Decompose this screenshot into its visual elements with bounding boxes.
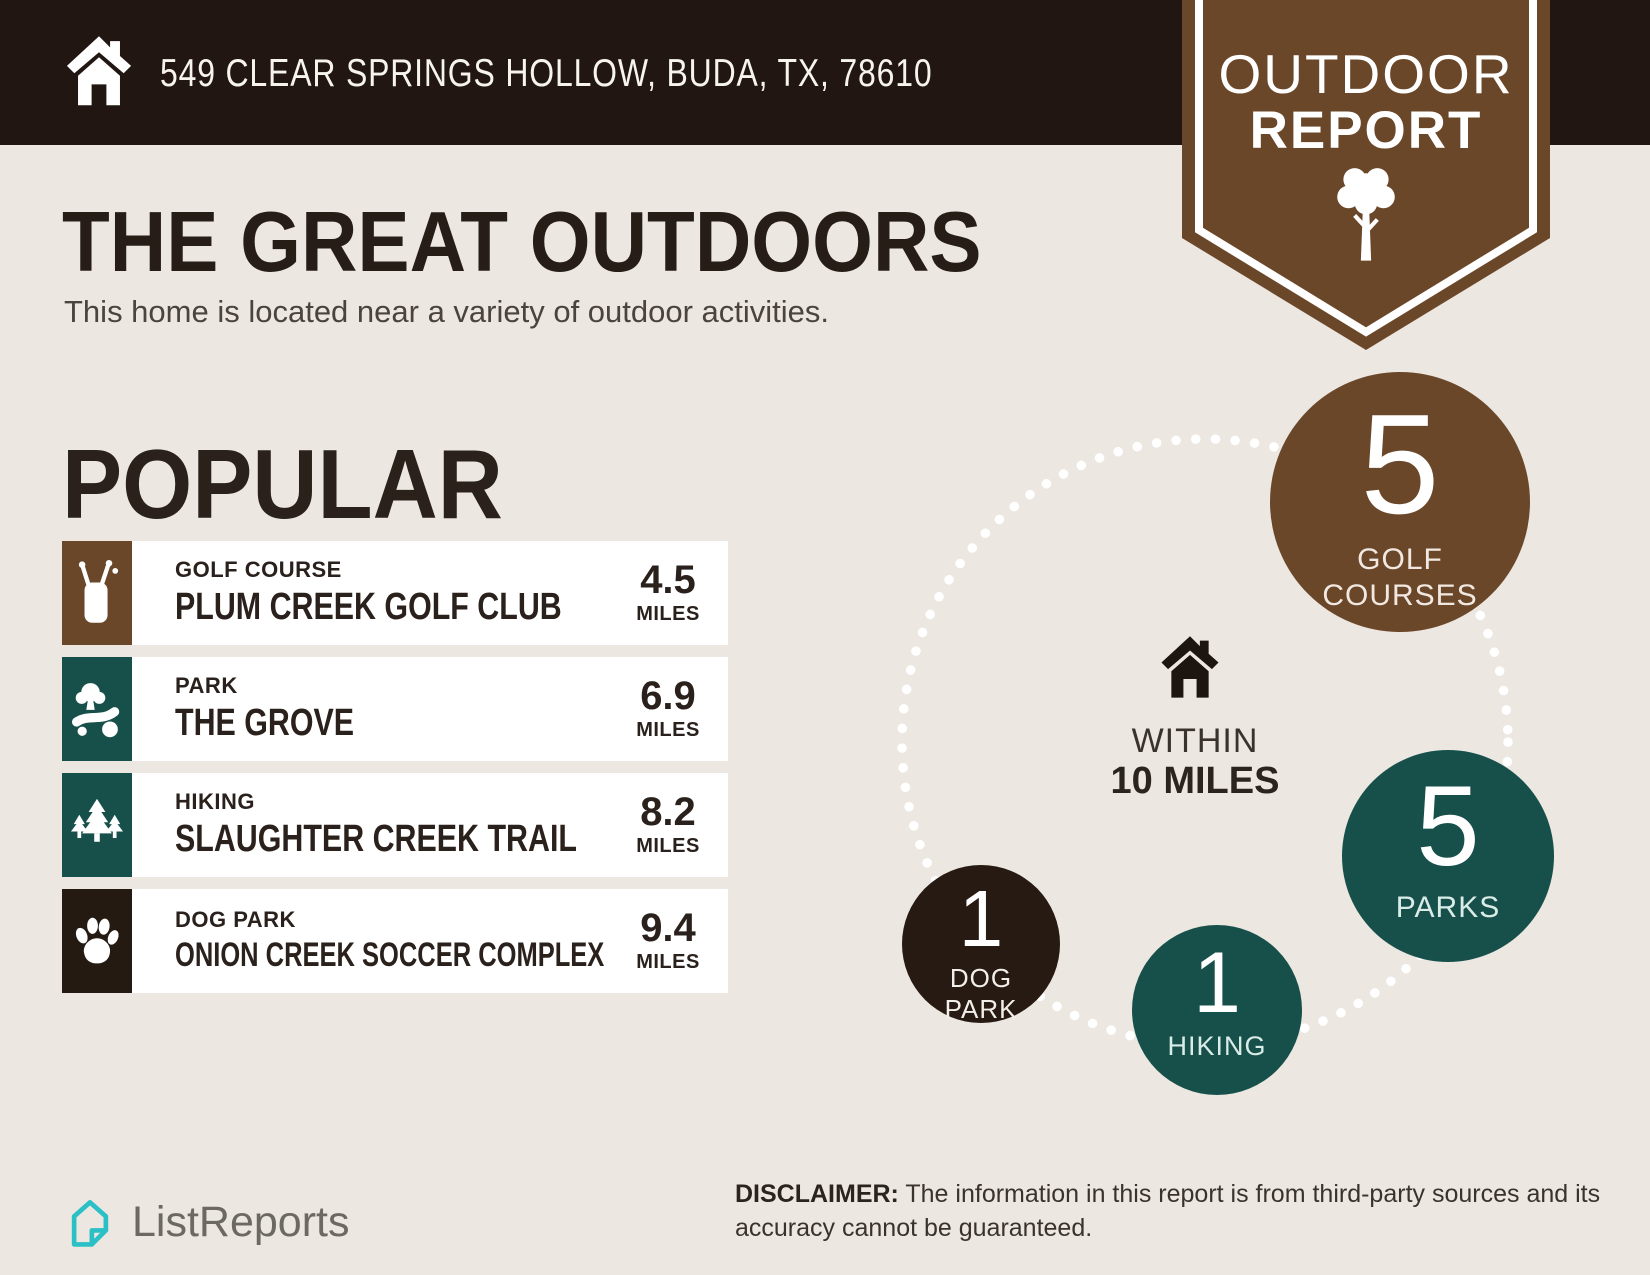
brand-name: ListReports (132, 1197, 350, 1246)
list-item-text (175, 557, 658, 629)
item-distance (622, 908, 714, 974)
bubble-parks (1342, 750, 1554, 962)
page-subtitle: This home is located near a variety of outdoor activities. (64, 294, 830, 329)
home-icon (1157, 634, 1223, 702)
distance-value: 4.5 (640, 558, 696, 602)
property-address: 549 CLEAR SPRINGS HOLLOW, BUDA, TX, 78610 (160, 52, 933, 95)
item-distance (622, 676, 714, 742)
list-item-park (62, 657, 728, 761)
dog-park-label (902, 963, 1060, 1025)
listreports-house-icon (62, 1194, 118, 1250)
item-name: SLAUGHTER CREEK TRAIL (175, 818, 577, 860)
item-name: PLUM CREEK GOLF CLUB (175, 586, 562, 628)
ribbon-title-line1: OUTDOOR (1218, 43, 1514, 105)
hiking-tile (62, 773, 132, 877)
dog-park-count: 1 (958, 874, 1004, 963)
bubble-dog-park (902, 865, 1060, 1023)
list-item-text (175, 673, 399, 745)
distance-unit: MILES (636, 719, 700, 741)
list-item-hiking (62, 773, 728, 877)
bubble-golf-courses (1270, 372, 1530, 632)
pine-trees-icon (70, 796, 124, 854)
item-distance (622, 560, 714, 626)
golf-tile (62, 541, 132, 645)
item-category: HIKING (175, 789, 255, 814)
bubble-hiking (1132, 925, 1302, 1095)
distance-unit: MILES (636, 951, 700, 973)
home-icon (62, 33, 136, 111)
golf-count: 5 (1360, 385, 1440, 544)
disclaimer-label: DISCLAIMER: (735, 1180, 899, 1208)
listreports-logo (62, 1194, 349, 1250)
item-name: ONION CREEK SOCCER COMPLEX (175, 936, 605, 974)
popular-list (62, 541, 728, 993)
ribbon-title-line2: REPORT (1249, 101, 1483, 160)
distance-value: 8.2 (640, 790, 696, 834)
item-category: GOLF COURSE (175, 557, 342, 582)
hiking-label: HIKING (1167, 1031, 1267, 1061)
park-tree-icon (72, 677, 122, 741)
radius-label-line2: 10 MILES (1110, 760, 1280, 802)
tree-icon (1330, 163, 1402, 273)
golf-label (1270, 542, 1530, 614)
golf-label-line2: COURSES (1322, 579, 1478, 612)
item-category: PARK (175, 673, 238, 698)
dog-park-tile (62, 889, 132, 993)
item-name: THE GROVE (175, 702, 355, 744)
distance-value: 6.9 (640, 674, 696, 718)
item-category: DOG PARK (175, 907, 296, 932)
distance-unit: MILES (636, 835, 700, 857)
item-distance (622, 792, 714, 858)
distance-unit: MILES (636, 603, 700, 625)
golf-label-line1: GOLF (1357, 543, 1443, 576)
distance-value: 9.4 (640, 906, 696, 950)
radius-label-line1: WITHIN (1131, 722, 1259, 760)
list-item-golf-course (62, 541, 728, 645)
dog-park-label-line2: PARK (944, 994, 1018, 1025)
parks-label: PARKS (1395, 891, 1501, 924)
disclaimer-text: The information in this report is from third-party sources and its accuracy cannot be guaranteed. (735, 1180, 1601, 1242)
disclaimer (735, 1178, 1635, 1245)
outdoor-report-ribbon (1182, 0, 1550, 352)
parks-count: 5 (1416, 763, 1480, 890)
list-item-text (175, 789, 677, 861)
dog-park-label-line1: DOG (949, 963, 1013, 993)
page-title: THE GREAT OUTDOORS (62, 195, 982, 290)
golf-bag-icon (73, 559, 121, 627)
paw-icon (71, 915, 123, 967)
park-tile (62, 657, 132, 761)
popular-heading: POPULAR (62, 429, 503, 539)
list-item-dog-park (62, 889, 728, 993)
hiking-count: 1 (1193, 935, 1241, 1031)
